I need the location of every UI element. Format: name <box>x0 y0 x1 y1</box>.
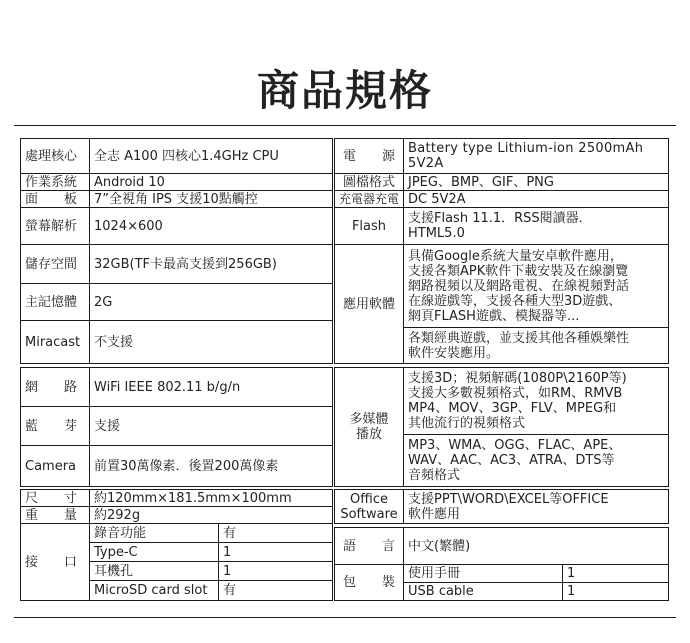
size-label: 尺 寸 <box>20 489 90 507</box>
multimedia-audio-value: MP3、WMA、OGG、FLAC、APE、 WAV、AAC、AC3、ATRA、DTS等 音頻格式 <box>403 434 669 487</box>
miracast-label: Miracast <box>20 320 90 364</box>
power-label: 電 源 <box>334 138 404 174</box>
port-name: 耳機孔 <box>89 561 219 581</box>
port-name: Type-C <box>89 542 219 562</box>
weight-label: 重 量 <box>20 506 90 524</box>
power-value: Battery type Lithium-ion 2500mAh 5V2A <box>403 138 669 174</box>
panel-value: 7”全視角 IPS 支援10點觸控 <box>89 190 333 208</box>
package-item-name: USB cable <box>403 582 563 601</box>
os-label: 作業系統 <box>20 173 90 191</box>
multimedia-video-value: 支援3D；視頻解碼(1080P\2160P等) 支援大多數視頻格式，如RM、RMVB MP4、MOV、3GP、FLV、MPEG和 其他流行的視頻格式 <box>403 367 669 435</box>
memory-value: 2G <box>89 283 333 321</box>
charger-label: 充電器充電 <box>334 190 404 208</box>
resolution-label: 螢幕解析 <box>20 207 90 245</box>
office-value: 支援PPT\WORD\EXCEL等OFFICE 軟件應用 <box>403 489 669 524</box>
size-value: 約120mm×181.5mm×100mm <box>89 489 333 507</box>
top-rule <box>14 125 676 126</box>
flash-value: 支援Flash 11.1．RSS閱讀器． HTML5.0 <box>403 207 669 245</box>
apps-value: 具備Google系統大量安卓軟件應用， 支援各類APK軟件下載安裝及在線瀏覽 網路視頻以及網路電視、在線視頻對話 在線遊戲等，支援各種大型3D遊戲、 網頁FLASH遊戲、模擬器等... <box>403 244 669 328</box>
weight-value: 約292g <box>89 506 333 524</box>
cpu-label: 處理核心 <box>20 138 90 174</box>
network-label: 網 路 <box>20 367 90 407</box>
port-name: MicroSD card slot <box>89 580 219 601</box>
storage-label: 儲存空間 <box>20 244 90 284</box>
cpu-value: 全志 A100 四核心1.4GHz CPU <box>89 138 333 174</box>
language-label: 語 言 <box>334 527 404 565</box>
port-name: 錄音功能 <box>89 523 219 543</box>
package-item-name: 使用手冊 <box>403 564 563 583</box>
memory-label: 主記憶體 <box>20 283 90 321</box>
office-label: Office Software <box>334 489 404 524</box>
image-format-value: JPEG、BMP、GIF、PNG <box>403 173 669 191</box>
port-value: 有 <box>218 523 333 543</box>
apps-label: 應用軟體 <box>334 244 404 364</box>
language-value: 中文(繁體) <box>403 527 669 565</box>
charger-value: DC 5V2A <box>403 190 669 208</box>
package-item-qty: 1 <box>562 582 669 601</box>
package-label: 包 裝 <box>334 564 404 601</box>
ports-label: 接 口 <box>20 523 90 601</box>
camera-value: 前置30萬像素．後置200萬像素 <box>89 445 333 487</box>
port-value: 1 <box>218 561 333 581</box>
port-value: 有 <box>218 580 333 601</box>
bottom-rule <box>14 617 676 618</box>
storage-value: 32GB(TF卡最高支援到256GB) <box>89 244 333 284</box>
miracast-value: 不支援 <box>89 320 333 364</box>
bluetooth-label: 藍 芽 <box>20 406 90 446</box>
bluetooth-value: 支援 <box>89 406 333 446</box>
os-value: Android 10 <box>89 173 333 191</box>
camera-label: Camera <box>20 445 90 487</box>
image-format-label: 圖檔格式 <box>334 173 404 191</box>
port-value: 1 <box>218 542 333 562</box>
panel-label: 面 板 <box>20 190 90 208</box>
flash-label: Flash <box>334 207 404 245</box>
network-value: WiFi IEEE 802.11 b/g/n <box>89 367 333 407</box>
apps-value-extra: 各類經典遊戲，並支援其他各種娛樂性 軟件安裝應用。 <box>403 327 669 364</box>
multimedia-label: 多媒體 播放 <box>334 367 404 487</box>
page-title: 商品規格 <box>256 66 433 115</box>
resolution-value: 1024×600 <box>89 207 333 245</box>
package-item-qty: 1 <box>562 564 669 583</box>
